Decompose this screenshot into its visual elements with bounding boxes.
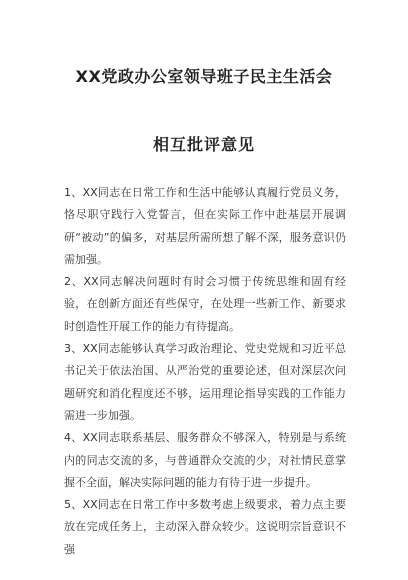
document-body xyxy=(64,182,346,561)
paragraph-2: 2、XX同志解决问题时有时会习惯于传统思维和固有经验，在创新方面还有些保守，在处理一些新工作、新要求时创造性开展工作的能力有待提高。 xyxy=(64,275,346,333)
paragraph-3: 3、XX同志能够认真学习政治理论、党史党规和习近平总书记关于依法治国、从严治党的重要论述，但对深层次问题研究和消化程度还不够，运用理论指导实践的工作能力需进一步加强。 xyxy=(64,342,346,422)
document-title: XX党政办公室领导班子民主生活会 xyxy=(75,67,333,86)
paragraph-1: 1、XX同志在日常工作和生活中能够认真履行党员义务，恪尽职守践行入党誓言，但在实际工作中赴基层开展调研“被动”的偏多，对基层所需所想了解不深，服务意识仍需加强。 xyxy=(64,186,346,266)
document-subtitle: 相互批评意见 xyxy=(152,135,255,154)
paragraph-5: 5、XX同志在日常工作中多数考虑上级要求，着力点主要放在完成任务上，主动深入群众较少。这说明宗旨意识不强 xyxy=(64,498,346,556)
paragraph-4: 4、XX同志联系基层、服务群众不够深入，特别是与系统内的同志交流的多，与普通群众交流的少，对社情民意掌握不全面，解决实际问题的能力有待于进一步提升。 xyxy=(64,431,346,489)
